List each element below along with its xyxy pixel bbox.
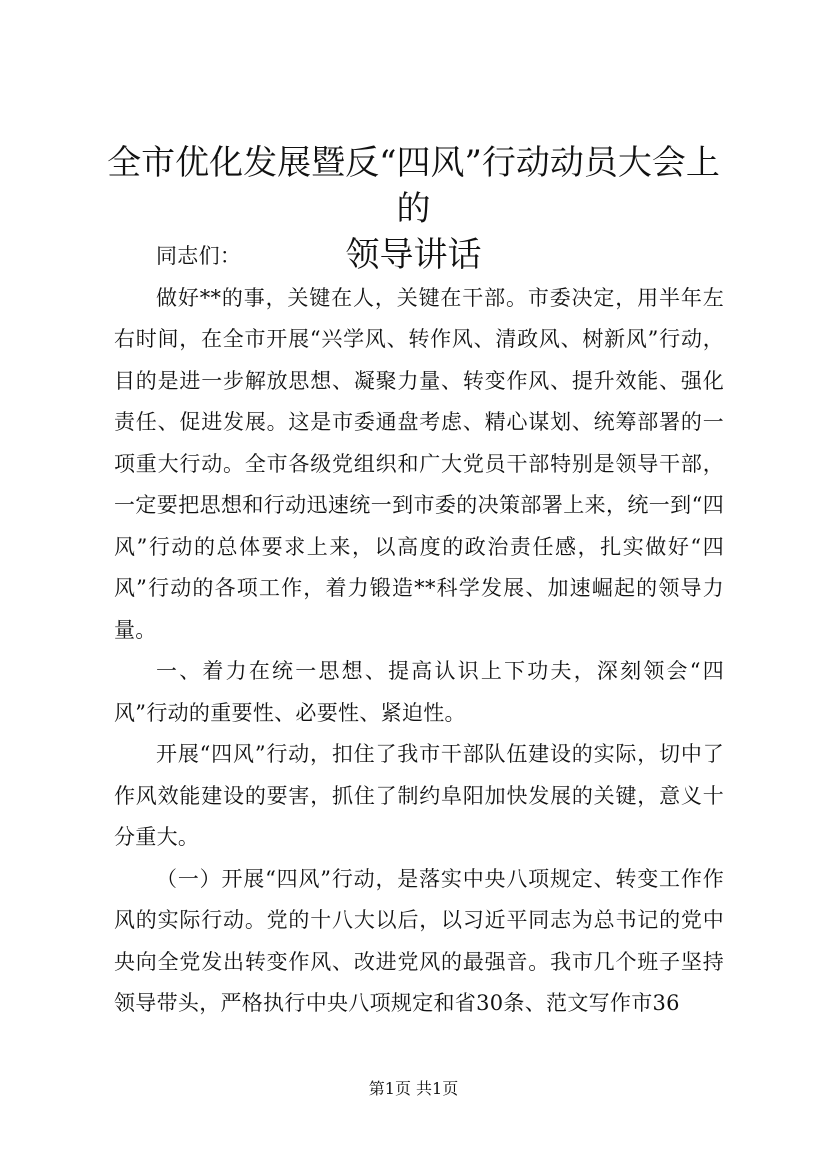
- document-body: [114, 236, 724, 1025]
- section-heading: 一、着力在统一思想、提高认识上下功夫，深刻领会“四风”行动的重要性、必要性、紧迫性。: [114, 659, 724, 725]
- paragraph: （一）开展“四风”行动，是落实中央八项规定、转变工作作风的实际行动。党的十八大以后，以习近平同志为总书记的党中央向全党发出转变作风、改进党风的最强音。我市几个班子坚持领导带头，严格执行中央八项规定和省30条、范文写作市36: [114, 866, 724, 1015]
- salutation: 同志们：: [156, 244, 242, 268]
- page-footer: [0, 1079, 827, 1099]
- paragraph: 做好**的事，关键在人，关键在干部。市委决定，用半年左右时间，在全市开展“兴学风、转作风、清政风、树新风”行动，目的是进一步解放思想、凝聚力量、转变作风、提升效能、强化责任、促进发展。这是市委通盘考虑、精心谋划、统筹部署的一项重大行动。全市各级党组织和广大党员干部特别是领导干部，一定要把思想和行动迅速统一到市委的决策部署上来，统一到“四风”行动的总体要求上来，以高度的政治责任感，扎实做好“四风”行动的各项工作，着力锻造**科学发展、加速崛起的领导力量。: [114, 285, 724, 642]
- title-line-2: 领导讲话: [345, 235, 482, 275]
- paragraph: 开展“四风”行动，扣住了我市干部队伍建设的实际，切中了作风效能建设的要害，抓住了制约阜阳加快发展的关键，意义十分重大。: [114, 742, 724, 849]
- page-number-label: 第1页 共1页: [368, 1079, 459, 1098]
- title-line-1: 全市优化发展暨反“四风”行动动员大会上的: [107, 143, 720, 229]
